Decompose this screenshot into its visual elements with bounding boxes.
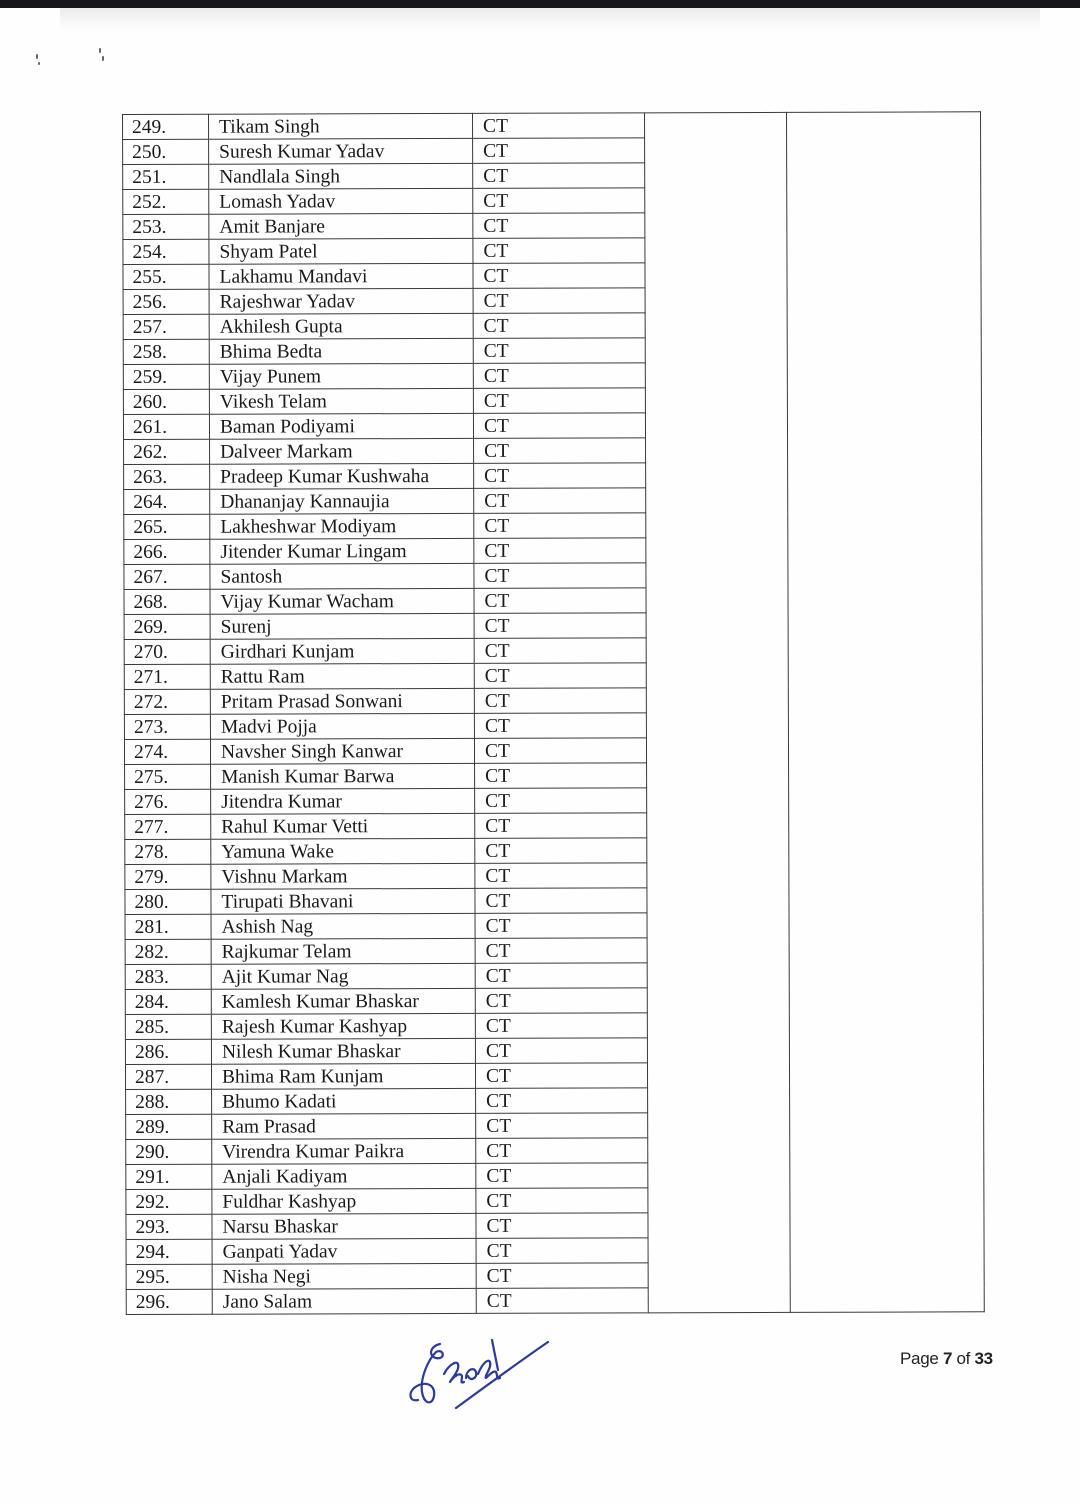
rank-cell: CT	[475, 788, 647, 814]
rank-cell: CT	[473, 288, 645, 314]
rank-cell: CT	[474, 463, 646, 489]
name-cell: Bhima Ram Kunjam	[211, 1063, 475, 1089]
name-cell: Rajkumar Telam	[211, 938, 475, 964]
serial-number-cell: 286.	[125, 1039, 211, 1064]
name-cell: Girdhari Kunjam	[210, 638, 474, 664]
name-cell: Manish Kumar Barwa	[211, 763, 475, 789]
roster-table	[122, 111, 985, 1315]
serial-number-cell: 289.	[126, 1114, 212, 1139]
serial-number-cell: 296.	[126, 1289, 212, 1314]
rank-cell: CT	[476, 1263, 648, 1289]
serial-number-cell: 275.	[125, 764, 211, 789]
serial-number-cell: 292.	[126, 1189, 212, 1214]
serial-number-cell: 252.	[123, 189, 209, 214]
name-cell: Baman Podiyami	[209, 413, 473, 439]
rank-cell: CT	[473, 313, 645, 339]
name-cell: Dalveer Markam	[210, 438, 474, 464]
name-cell: Kamlesh Kumar Bhaskar	[211, 988, 475, 1014]
serial-number-cell: 268.	[124, 589, 210, 614]
serial-number-cell: 284.	[125, 989, 211, 1014]
rank-cell: CT	[475, 1013, 647, 1039]
rank-cell: CT	[473, 138, 645, 164]
serial-number-cell: 293.	[126, 1214, 212, 1239]
serial-number-cell: 267.	[124, 564, 210, 589]
serial-number-cell: 250.	[123, 139, 209, 164]
rank-cell: CT	[473, 388, 645, 414]
serial-number-cell: 277.	[125, 814, 211, 839]
name-cell: Lomash Yadav	[209, 188, 473, 214]
name-cell: Nilesh Kumar Bhaskar	[211, 1038, 475, 1064]
rank-cell: CT	[476, 1288, 648, 1314]
rank-cell: CT	[475, 888, 647, 914]
serial-number-cell: 294.	[126, 1239, 212, 1264]
rank-cell: CT	[476, 1113, 648, 1139]
name-cell: Virendra Kumar Paikra	[212, 1138, 476, 1164]
serial-number-cell: 260.	[123, 389, 209, 414]
rank-cell: CT	[474, 738, 646, 764]
serial-number-cell: 266.	[124, 539, 210, 564]
name-cell: Jitender Kumar Lingam	[210, 538, 474, 564]
serial-number-cell: 295.	[126, 1264, 212, 1289]
rank-cell: CT	[475, 963, 647, 989]
name-cell: Anjali Kadiyam	[212, 1163, 476, 1189]
rank-cell: CT	[474, 613, 646, 639]
serial-number-cell: 288.	[126, 1089, 212, 1114]
serial-number-cell: 255.	[123, 264, 209, 289]
serial-number-cell: 272.	[124, 689, 210, 714]
rank-cell: CT	[475, 813, 647, 839]
name-cell: Madvi Pojja	[210, 713, 474, 739]
scan-specks	[34, 48, 114, 68]
name-cell: Tirupati Bhavani	[211, 888, 475, 914]
name-cell: Pradeep Kumar Kushwaha	[210, 463, 474, 489]
table-row	[123, 112, 981, 140]
rank-cell: CT	[474, 638, 646, 664]
page-total: 33	[974, 1349, 993, 1368]
name-cell: Rahul Kumar Vetti	[211, 813, 475, 839]
name-cell: Ganpati Yadav	[212, 1238, 476, 1264]
name-cell: Vikesh Telam	[209, 388, 473, 414]
serial-number-cell: 278.	[125, 839, 211, 864]
page-mid: of	[952, 1349, 975, 1368]
scan-shadow	[60, 8, 1040, 30]
roster-table-container	[122, 111, 984, 1315]
serial-number-cell: 285.	[125, 1014, 211, 1039]
serial-number-cell: 265.	[124, 514, 210, 539]
rank-cell: CT	[476, 1138, 648, 1164]
name-cell: Yamuna Wake	[211, 838, 475, 864]
name-cell: Akhilesh Gupta	[209, 313, 473, 339]
name-cell: Dhananjay Kannaujia	[210, 488, 474, 514]
rank-cell: CT	[475, 988, 647, 1014]
serial-number-cell: 257.	[123, 314, 209, 339]
serial-number-cell: 258.	[123, 339, 209, 364]
rank-cell: CT	[475, 1063, 647, 1089]
serial-number-cell: 279.	[125, 864, 211, 889]
rank-cell: CT	[475, 763, 647, 789]
serial-number-cell: 254.	[123, 239, 209, 264]
rank-cell: CT	[474, 688, 646, 714]
serial-number-cell: 264.	[124, 489, 210, 514]
serial-number-cell: 261.	[123, 414, 209, 439]
rank-cell: CT	[476, 1088, 648, 1114]
name-cell: Narsu Bhaskar	[212, 1213, 476, 1239]
name-cell: Bhumo Kadati	[212, 1088, 476, 1114]
rank-cell: CT	[475, 838, 647, 864]
name-cell: Santosh	[210, 563, 474, 589]
rank-cell: CT	[473, 338, 645, 364]
serial-number-cell: 271.	[124, 664, 210, 689]
rank-cell: CT	[476, 1163, 648, 1189]
rank-cell: CT	[473, 188, 645, 214]
name-cell: Shyam Patel	[209, 238, 473, 264]
page-current: 7	[942, 1349, 953, 1368]
serial-number-cell: 263.	[124, 464, 210, 489]
name-cell: Rajesh Kumar Kashyap	[211, 1013, 475, 1039]
name-cell: Amit Banjare	[209, 213, 473, 239]
name-cell: Nandlala Singh	[209, 163, 473, 189]
page-prefix: Page	[900, 1349, 943, 1368]
name-cell: Rattu Ram	[210, 663, 474, 689]
name-cell: Bhima Bedta	[209, 338, 473, 364]
name-cell: Vijay Kumar Wacham	[210, 588, 474, 614]
rank-cell: CT	[475, 1038, 647, 1064]
serial-number-cell: 291.	[126, 1164, 212, 1189]
page-number	[900, 1349, 993, 1369]
signature-icon	[400, 1330, 560, 1420]
name-cell: Nisha Negi	[212, 1263, 476, 1289]
rank-cell: CT	[474, 588, 646, 614]
name-cell: Jano Salam	[212, 1288, 476, 1314]
rank-cell: CT	[474, 488, 646, 514]
name-cell: Jitendra Kumar	[211, 788, 475, 814]
rank-cell: CT	[473, 213, 645, 239]
rank-cell: CT	[474, 513, 646, 539]
name-cell: Vishnu Markam	[211, 863, 475, 889]
name-cell: Tikam Singh	[209, 113, 473, 139]
rank-cell: CT	[476, 1238, 648, 1264]
blank-column-2-cell	[786, 112, 984, 1313]
serial-number-cell: 249.	[123, 114, 209, 139]
name-cell: Suresh Kumar Yadav	[209, 138, 473, 164]
serial-number-cell: 256.	[123, 289, 209, 314]
name-cell: Navsher Singh Kanwar	[210, 738, 474, 764]
rank-cell: CT	[473, 238, 645, 264]
serial-number-cell: 281.	[125, 914, 211, 939]
name-cell: Vijay Punem	[209, 363, 473, 389]
rank-cell: CT	[473, 263, 645, 289]
serial-number-cell: 287.	[125, 1064, 211, 1089]
rank-cell: CT	[473, 413, 645, 439]
name-cell: Ajit Kumar Nag	[211, 963, 475, 989]
name-cell: Pritam Prasad Sonwani	[210, 688, 474, 714]
serial-number-cell: 251.	[123, 164, 209, 189]
serial-number-cell: 270.	[124, 639, 210, 664]
top-bar	[0, 0, 1080, 8]
serial-number-cell: 269.	[124, 614, 210, 639]
name-cell: Ashish Nag	[211, 913, 475, 939]
name-cell: Lakhamu Mandavi	[209, 263, 473, 289]
serial-number-cell: 283.	[125, 964, 211, 989]
name-cell: Surenj	[210, 613, 474, 639]
roster-table-body	[123, 112, 985, 1315]
rank-cell: CT	[475, 938, 647, 964]
rank-cell: CT	[473, 163, 645, 189]
rank-cell: CT	[472, 113, 644, 139]
serial-number-cell: 282.	[125, 939, 211, 964]
rank-cell: CT	[475, 863, 647, 889]
rank-cell: CT	[474, 538, 646, 564]
serial-number-cell: 273.	[124, 714, 210, 739]
serial-number-cell: 290.	[126, 1139, 212, 1164]
rank-cell: CT	[474, 563, 646, 589]
rank-cell: CT	[474, 438, 646, 464]
serial-number-cell: 276.	[125, 789, 211, 814]
serial-number-cell: 253.	[123, 214, 209, 239]
rank-cell: CT	[474, 663, 646, 689]
name-cell: Lakheshwar Modiyam	[210, 513, 474, 539]
name-cell: Ram Prasad	[212, 1113, 476, 1139]
serial-number-cell: 262.	[124, 439, 210, 464]
serial-number-cell: 280.	[125, 889, 211, 914]
rank-cell: CT	[475, 913, 647, 939]
name-cell: Fuldhar Kashyap	[212, 1188, 476, 1214]
serial-number-cell: 274.	[124, 739, 210, 764]
blank-column-1-cell	[644, 112, 790, 1312]
rank-cell: CT	[473, 363, 645, 389]
serial-number-cell: 259.	[123, 364, 209, 389]
rank-cell: CT	[476, 1213, 648, 1239]
rank-cell: CT	[474, 713, 646, 739]
name-cell: Rajeshwar Yadav	[209, 288, 473, 314]
rank-cell: CT	[476, 1188, 648, 1214]
